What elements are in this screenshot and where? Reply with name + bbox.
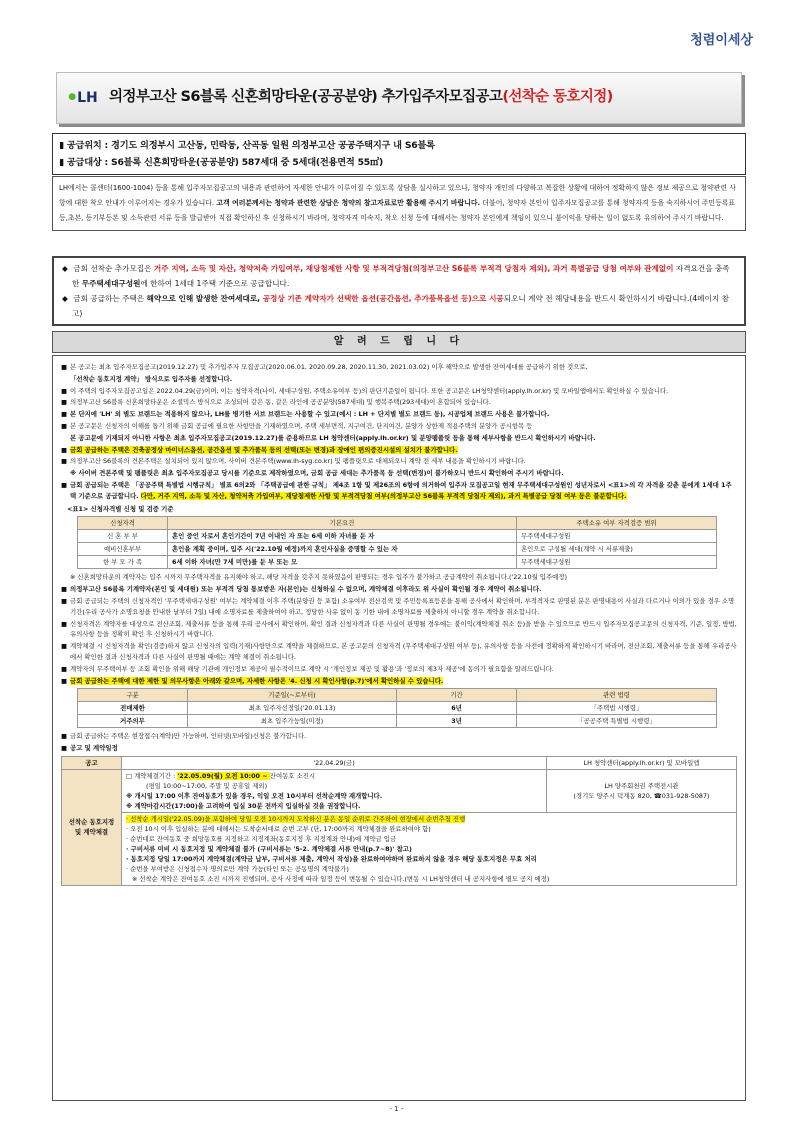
table-cell: 신 혼 부 부 [78,530,168,543]
bullet-m15: ■ 금회 공급하는 주택은 현장접수(계약)만 가능하며, 인터넷(모바일)신청은 불가합니다. [61,731,737,742]
contract-place-address: (경기도 양주시 덕계동 820, ☎031-928-5087) [573,791,710,800]
schedule-table [61,756,737,886]
schedule-label-notice: 공고 [62,756,122,769]
bullet-m6 [61,445,737,456]
m7b-text: ※ 사이버 견본주택 및 팸플릿은 최초 입주자모집공고 당시를 기준으로 제작하였으며, 금회 공급 세대는 추가품목 등 선택(변경)이 불가하오니 반드시 확인하여 주시기 바랍니다. [70,469,564,478]
table1-note: ※ 신혼희망타운의 계약자는 입주 시까지 무주택자격을 유지해야 하고, 해당 자격을 갖추지 못하였음이 판명되는 경우 입주가 불가하고 공급계약이 취소됩니다.('22.10월 입주예정) [70,573,567,582]
table-cell: 혼인으로 구성될 세대(계약 시 서류제출) [517,543,717,556]
notice-a1: 금회 선착순 추가모집은 [73,264,154,273]
contract-period-end: 잔여동호 소진시 [269,771,316,780]
notice-a5: 에 한하여 1세대 1주택 기준으로 공급합니다. [140,279,290,288]
lh-logo [57,88,109,108]
eligibility-table [77,516,717,569]
bullet-m11: ■ 신청자격은 계약자를 대상으로 전산조회, 제출서류 등을 통해 우리 공사에서 확인하며, 확인 결과 신청자격과 다른 사실이 판명될 경우에는 불이익(계약체결 취소 등)을 받을 수 있으므로 반드시 입주자모집공고문의 신청자격, 기준, 일정, 방법, 유의사항 등을 정확히 확인 후 신청하시기 바랍니다. [61,619,737,641]
notice-b4: 되오니 계약 전 해당내용을 반드시 확인하시기 바랍니다.(4페이지 참고) [72,294,729,318]
bullet-m16: ■ 공고 및 계약일정 [61,743,737,754]
table-row [78,530,717,543]
table1-title: <표1> 신청자격별 신청 및 검증 기준 [67,504,174,513]
contract-period-label: □ 계약체결기간 : [126,771,178,780]
table-row [62,756,737,769]
table-header: 주택소유 여부 자격검증 범위 [517,517,717,530]
rule-3: · 순번대로 잔여동호 중 희망동호를 지정하고 지정계좌(동호지정 후 지정계좌 안내)에 계약금 입금 [126,834,397,843]
contract-place-name: LH 양주회천권 주택전시관 [604,781,679,790]
table-header: 기간 [397,689,517,702]
section-heading: 알 려 드 립 니 다 [52,331,746,353]
table-cell: 최초 입주자선정일('20.01.13) [188,702,397,715]
bullet-m7: ■ 의정부고산 S6블록의 견본주택은 설치되어 있지 않으며, 사이버 견본주택(www.lh-syg.co.kr) 및 팸플릿으로 대체되오니 계약 전 세부 내용을 확인하시기 바랍니다. [61,456,737,467]
bullet-m5: ■ 본 공고문은 신청자의 이해를 돕기 위해 금회 공급에 필요한 사항만을 기재하였으며, 주택 세부면적, 지구여건, 단지여건, 분양가 상한제 적용주택의 분양가 공시항목 등 [61,421,737,432]
table-row [62,812,737,885]
intro-p1: LH에서는 콜센터(1600-1004) 등을 통해 입주자모집공고의 내용과 관련하여 자세한 안내가 이루어질 수 있도록 상담을 실시하고 있으나, 청약자 개인의 다양하고 복잡한 상황에 대하여 정확하지 않은 정보 제공으로 청약관련 사항에 대한 착오 안내가 이루어지는 경우가 있습니다. [59,184,736,207]
table-cell: 혼인 중인 자로서 혼인기간이 7년 이내인 자 또는 6세 이하 자녀를 둔 자 [168,530,517,543]
bullet-m10: ■ 금회 공급되는 주택의 신청자격인 '무주택세대구성원' 여부는 계약체결 이후 주택(분양권 등 포함) 소유여부 전산검색 및 주민등록표등본을 통해 공사에서 확인하며, 부적격자로 판명된 분은 판명내용이 사실과 다르거나 이의가 있을 경우 소명기간(우리 공사가 소명요청을 안내한 날부터 7일) 내에 소명자료를 제출하여야 하고, 정당한 사유 없이 동 기한 내에 소명자료를 제출하지 아니할 경우 계약을 취소합니다. [61,596,737,618]
schedule-contract-period [122,769,547,812]
table-cell: 전매제한 [78,702,188,715]
bullet-m1 [61,362,737,373]
brand-slogan: 청렴이세상 [690,33,753,48]
table-cell: 거주의무 [78,715,188,728]
table-header: 기본요건 [168,517,517,530]
table-row [62,769,737,812]
table-cell: 최초 입주가능일(미정) [188,715,397,728]
rule-7: ※ 선착순 계약은 잔여동호 소진 시까지 진행되며, 공사 사정에 따라 일정 등이 변동될 수 있습니다.(변동 시 LH청약센터 내 공지사항에 별도 공지 예정) [132,874,550,883]
intro-p1b: 고객 여러분께서는 청약과 관련한 상담은 청약의 참고자료로만 활용해 주시기 바랍니다. [216,199,481,207]
bullet-m9: ■ 의정부고산 S6블록 기계약자(본인 및 세대원) 또는 부적격 당첨 통보받은 자(본인)는 신청하실 수 없으며, 계약체결 이후라도 위 사실이 확인될 경우 계약이 취소됩니다. [61,584,737,595]
bullet-m2: ■ 이 주택의 입주자모집공고일은 2022.04.29(금)이며, 이는 청약자격(나이, 세대구성원, 주택소유여부 등)의 판단기준일이 됩니다. 또한 공고문은 LH청약센터(apply.lh.or.kr) 및 모바일앱에서도 확인하실 수 있습니다. [61,386,737,397]
notice-b1: 금회 공급하는 주택은 [73,294,147,303]
table-cell: 한 부 모 가 족 [78,556,168,569]
bullet-m14 [61,676,737,687]
schedule-notice-date: '22.04.29(금) [122,756,547,769]
rule-6: · 순번을 부여받은 신청접수자 명의로만 계약 가능(타인 또는 공동명의 계약불가) [126,864,349,873]
table-header: 관련 법령 [517,689,717,702]
schedule-contract-rules [122,812,737,885]
rule-1: · 선착순 개시일('22.05.09)을 포함하여 당일 오전 10시까지 도착하신 분은 동일 순위로 간주하여 현장에서 순번추첨 진행 [126,814,466,823]
schedule-notice-place: LH 청약센터(apply.lh.or.kr) 및 모바일앱 [547,756,737,769]
contract-note-2: ※ 계약마감시간(17:00)을 고려하여 입실 30분 전까지 입실하실 것을 권장합니다. [126,801,361,810]
notice-a4: 무주택세대구성원 [81,279,141,288]
intro-box [52,176,746,231]
page-title [109,87,613,108]
schedule-label-contract: 선착순 동호지정 및 계약체결 [62,769,122,885]
notice-a2: 거주 지역, 소득 및 자산, 청약저축 가입여부, 재당첨제한 사항 및 부적격당첨(의정부고산 S6블록 부적격 당첨자 제외), 과거 특별공급 당첨 여부와 관계없이 [153,264,674,273]
rule-2: · 오전 10시 이후 입실하는 분에 대해서는 도착순서대로 순번 고부 (단, 17:00까지 계약체결을 완료하여야 함) [126,824,431,833]
m8b-text: 다만, 거주 지역, 소득 및 자산, 청약저축 가입여부, 재당첨제한 사항 및 부적격당첨 여부(의정부고산 S6블록 부적격 당첨자 제외), 과거 특별공급 당첨 여부 등은 불문합니다. [140,491,627,500]
bullet-m13: ■ 계약자의 무주택여부 등 조회 확인을 위해 해당 기관에 개인정보 제공이 필수적이므로 계약 시 '개인정보 제공 및 활용'과 '정보의 제3자 제공'에 동의가 필요함을 알려드립니다. [61,664,737,675]
m14-text: 금회 공급하는 주택에 대한 제한 및 의무사항은 아래와 같으며, 자세한 사항은 '4. 신청 시 확인사항(p.7)'에서 확인하실 수 있습니다. [70,676,444,685]
supply-info-box [52,133,746,175]
notice-b2: 해약으로 인해 발생한 잔여세대로, [146,294,263,303]
schedule-contract-place [547,769,737,812]
restriction-table [77,688,717,728]
lh-logo-text: LH [77,89,98,106]
table-row [78,556,717,569]
bullet-m12: ■ 계약체결 시 신청자격을 확인(검증)하지 않고 신청자의 입력(기재)사항만으로 계약을 체결하므로, 본 공고문의 신청자격 (무주택세대구성원 여부 등), 유의사항 등을 사전에 정확하게 확인하시기 바라며, 전산조회, 제출서류 등을 통해 우리공사에서 확인한 결과 신청자격과 다른 사실이 판명될 때에는 계약 체결이 취소됩니다. [61,641,737,663]
table-header: 구분 [78,689,188,702]
key-notice-box [52,256,746,326]
rule-4: · 구비서류 미비 시 동호지정 및 계약체결 불가 (구비서류는 '5-2. 계약체결 서류 안내(p.7~8)' 참고) [126,844,412,853]
table-header-row [78,689,717,702]
m8-text: 금회 공급되는 주택은 「공공주택 특별법 시행규칙」 별표 6의2와 「주택공급에 관한 규칙」 제4조 1항 및 제26조의 6항에 의거하여 입주자 모집공고일 현재 무주택세대구성원인 성년자로서 <표1>의 각 자격을 갖춘 분에게 1세대 1주택 기준으로 공급합니다. [70,480,732,500]
notice-item-1 [62,261,736,291]
table-header: 신청자격 [78,517,168,530]
m1-text: 본 공고는 최초 입주자모집공고(2019.12.27) 및 추가입주자 모집공고(2020.06.01, 2020.09.28, 2020.11.30, 2021.03.02) 이후 해약으로 발생한 잔여세대를 공급하기 위한 것으로, [70,363,588,371]
table-header: 기준일(~로부터) [188,689,397,702]
bullet-m4: ■ 본 단지에 'LH' 외 별도 브랜드는 적용하지 않으나, LH를 병기한 서브 브랜드는 사용할 수 있고(예시 : LH + 단지별 별도 브랜드 등), 시공업체 브랜드 사용은 불가합니다. [61,409,737,420]
main-notice-body [52,355,746,1101]
table-cell: 혼인을 계획 중이며, 입주 시('22.10월 예정)까지 혼인사실을 증명할 수 있는 자 [168,543,517,556]
contract-period-start: '22.05.09(월) 오전 10:00 ~ [177,771,270,780]
m6-text: 금회 공급하는 주택은 건축공정상 마이너스옵션, 공간옵션 및 추가품목 등의 선택(또는 변경)과 장애인 편의증진시설의 설치가 불가합니다. [70,445,458,454]
notice-a3: 자격요건을 충족한 [72,264,730,288]
table-cell: 「공공주택 특별법 시행령」 [517,715,717,728]
table-cell: 예비신혼부부 [78,543,168,556]
table-row [78,715,717,728]
bullet-m3: ■ 의정부고산 S6블록 신혼희망타운은 소셜믹스 방식으로 조성되어 같은 동, 같은 라인에 공공분양(587세대) 및 행복주택(293세대)이 혼합되어 있습니다. [61,397,737,408]
notice-b3: 공정상 기존 계약자가 선택한 옵션(공간옵션, 추가품목옵션 등)으로 시공 [262,294,504,303]
rule-5: · 동호지정 당일 17:00까지 계약체결(계약금 납부, 구비서류 제출, 계약서 작성)을 완료하여야하며 완료하지 않을 경우 해당 동호지정은 무효 처리 [126,854,537,863]
leaf-icon: ● [68,92,77,103]
table-cell: 무주택세대구성원 [517,530,717,543]
intro-p2: 더불어, 청약자 본인이 입주자모집공고를 통해 청약자격 등을 숙지하시어 주민등록표등,초본, 등기부등본 및 소득관련 서류 등을 발급받아 직접 확인하신 후 신청하시기 바라며, 청약자격 미숙지, 착오 신청 등에 대해서는 청약자 본인에게 책임이 있으니 불이익을 당하는 일이 없도록 유의하여 주시기 바랍니다. [59,199,736,222]
table-header-row [78,517,717,530]
table-cell: 3년 [397,715,517,728]
table-cell: 6세 이하 자녀(만 7세 미만)를 둔 부 또는 모 [168,556,517,569]
table-cell: 6년 [397,702,517,715]
table-row [78,702,717,715]
bullet-m8 [61,480,737,502]
title-banner [56,72,742,124]
page-number: - 1 - [389,1105,404,1113]
table-cell: 무주택세대구성원 [517,556,717,569]
supply-target: ▮ 공급대상 : S6블록 신혼희망타운(공공분양) 587세대 중 5세대(전용면적 55㎡) [59,154,739,171]
contract-hours: (평일 10:00~17:00, 주말 및 공휴일 제외) [146,781,268,790]
title-main: 의정부고산 S6블록 신혼희망타운(공공분양) 추가입주자모집공고 [109,89,503,106]
m5b-text: 본 공고문에 기재되지 아니한 사항은 최초 입주자모집공고(2019.12.27)를 준용하므로 LH 청약센터(apply.lh.or.kr) 및 분양팸플릿 등을 통해 세부사항을 반드시 확인하시기 바랍니다. [70,433,596,442]
supply-location: ▮ 공급위치 : 경기도 의정부시 고산동, 민락동, 산곡동 일원 의정부고산 공공주택지구 내 S6블록 [59,137,739,154]
notice-item-2 [62,291,736,321]
m1b-text: 「선착순 동호지정 계약」 방식으로 입주자를 선정합니다. [70,374,233,383]
contract-note-1: ※ 개시일 17:00 이후 잔여동호가 있을 경우, 익일 오전 10시부터 선착순계약 재개합니다. [126,791,383,800]
table-cell: 「주택법 시행령」 [517,702,717,715]
table-row [78,543,717,556]
title-highlight: (선착순 동호지정) [502,89,613,106]
